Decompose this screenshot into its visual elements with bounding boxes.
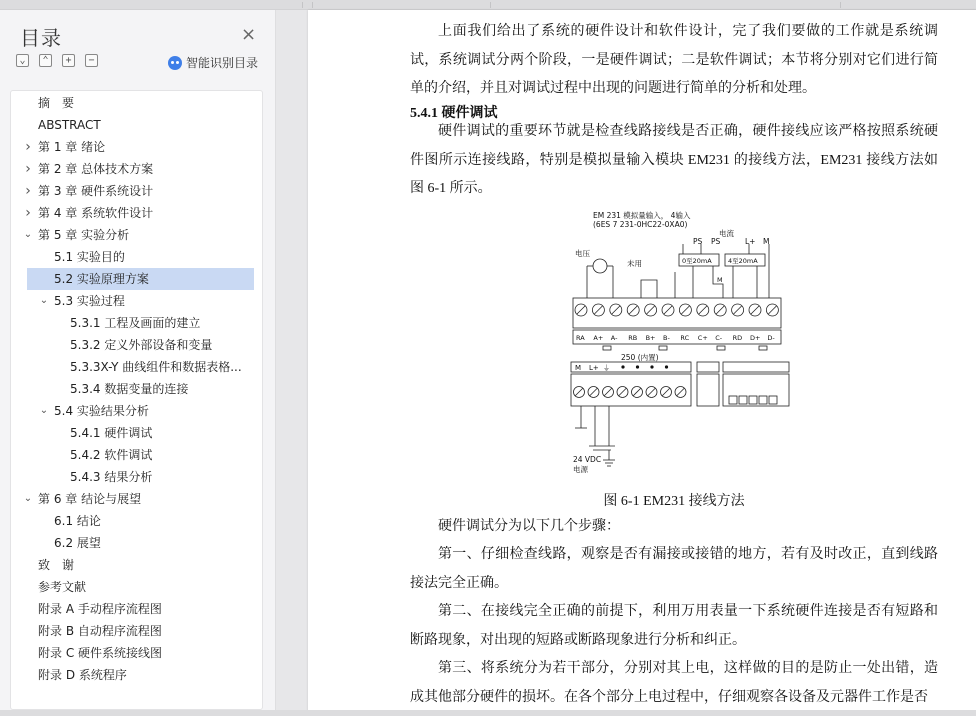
toc-item[interactable] [11, 620, 262, 642]
current-label: 电流 [719, 229, 734, 238]
toc-item-label: 5.4.2 软件调试 [70, 448, 153, 462]
collapse-all-icon[interactable]: ⌃ [39, 54, 52, 67]
terminal-label: C- [715, 334, 723, 342]
terminal-label: D- [767, 334, 775, 342]
toc-item[interactable] [11, 576, 262, 598]
toc-item-label: 第 3 章 硬件系统设计 [38, 184, 154, 198]
step-2-paragraph: 第二、在接线完全正确的前提下，利用万用表量一下系统硬件连接是否有短路和断路现象，对出现的短路或断路现象进行分析和纠正。 [410, 604, 938, 648]
toc-item[interactable] [11, 400, 262, 422]
toc-item-label: 摘 要 [38, 96, 75, 110]
toc-item[interactable] [11, 664, 262, 686]
terminal-label: B+ [645, 334, 656, 342]
steps-intro: 硬件调试分为以下几个步骤： [438, 519, 620, 534]
toc-item[interactable] [11, 356, 262, 378]
terminal-dot [665, 365, 668, 368]
toc-item[interactable] [11, 180, 262, 202]
toc-item-label: 第 4 章 系统软件设计 [38, 206, 154, 220]
chevron-right-icon[interactable]: › [25, 205, 31, 221]
toc-item-label: 5.4.3 结果分析 [70, 470, 153, 484]
toc-item[interactable] [11, 488, 262, 510]
terminal-label: C+ [697, 334, 708, 342]
wiring-diagram [563, 210, 799, 478]
terminal-dot [650, 365, 653, 368]
section-heading: 5.4.1 硬件调试 [410, 106, 498, 121]
paragraph-wiring: 硬件调试的重要环节就是检查线路接线是否正确，硬件接线应该严格按照系统硬件图所示连接线路，特别是模拟量输入模块 EM231 的接线方法，EM231 接线方法如图 6-1 所示。 [410, 124, 938, 196]
toc-list [10, 90, 263, 710]
chevron-down-icon[interactable]: ⌄ [39, 295, 49, 306]
expand-all-icon[interactable]: ⌄ [16, 54, 29, 67]
terminal-label: A- [610, 334, 618, 342]
unused-label: 未用 [627, 259, 642, 268]
range2-label: 4至20mA [728, 257, 758, 265]
bottom-terminal-label: ⏚ [603, 364, 610, 372]
vdc-label: 24 VDC [573, 455, 602, 464]
toc-item-label: 附录 B 自动程序流程图 [38, 624, 162, 638]
toc-item-label: 附录 D 系统程序 [38, 668, 127, 682]
chevron-down-icon[interactable]: ⌄ [23, 229, 33, 240]
internal-label: 250 (内置) [621, 353, 659, 362]
bottom-scrollbar[interactable] [0, 710, 976, 716]
chevron-down-icon[interactable]: ⌄ [39, 405, 49, 416]
source-label: 电源 [573, 465, 588, 474]
toc-item-label: 6.1 结论 [54, 514, 101, 528]
toc-item[interactable] [11, 554, 262, 576]
toc-item[interactable] [11, 532, 262, 554]
em231-wiring-figure [563, 210, 799, 478]
toc-item-label: 致 谢 [38, 558, 75, 572]
toc-item-label: 第 5 章 实验分析 [38, 228, 130, 242]
toc-item[interactable] [11, 312, 262, 334]
toc-item-label: 6.2 展望 [54, 536, 101, 550]
toc-item-label: 参考文献 [38, 580, 87, 594]
intro-paragraph: 上面我们给出了系统的硬件设计和软件设计，完了我们要做的工作就是系统调试，系统调试分两个阶段，一是硬件调试；二是软件调试；本节将分别对它们进行简单的介绍，并且对调试过程中出现的问题进行简单的分析和处理。 [410, 24, 938, 96]
terminal-dot [636, 365, 639, 368]
m-top-label: M [763, 237, 770, 246]
toc-item[interactable] [11, 136, 262, 158]
toc-item[interactable] [11, 444, 262, 466]
ai-robot-icon [168, 56, 182, 70]
toc-toolbar [16, 54, 98, 67]
figure-caption: 图 6-1 EM231 接线方法 [603, 494, 745, 509]
toc-item-label: 5.3 实验过程 [54, 294, 125, 308]
module-title-1: EM 231 模拟量输入， 4输入 [593, 211, 691, 220]
toc-item[interactable] [11, 224, 262, 246]
voltage-label: 电压 [575, 249, 590, 258]
toc-item-label: 5.3.4 数据变量的连接 [70, 382, 189, 396]
document-page [308, 10, 976, 716]
toc-item-label: 附录 A 手动程序流程图 [38, 602, 162, 616]
add-heading-icon[interactable]: + [62, 54, 75, 67]
terminal-label: A+ [593, 334, 604, 342]
toc-item[interactable] [11, 422, 262, 444]
toc-item[interactable] [11, 510, 262, 532]
bottom-terminal-label: M [575, 364, 582, 372]
lplus-label: L+ [745, 237, 756, 246]
smart-toc-button[interactable] [168, 54, 258, 71]
toc-item[interactable] [11, 202, 262, 224]
toc-item[interactable] [11, 598, 262, 620]
terminal-label: RD [732, 334, 743, 342]
toc-panel [0, 10, 276, 716]
toc-item-label: 5.3.2 定义外部设备和变量 [70, 338, 213, 352]
chevron-right-icon[interactable]: › [25, 161, 31, 177]
step-3-paragraph: 第三、将系统分为若干部分，分别对其上电，这样做的目的是防止一处出错，造成其他部分硬件的损坏。在各个部分上电过程中，仔细观察各设备及元器件工作是否 [410, 661, 938, 705]
toc-item-label: 5.3.3X-Y 曲线组件和数据表格... [70, 360, 242, 374]
toc-item-label: 第 6 章 结论与展望 [38, 492, 142, 506]
toc-title: 目录 [20, 26, 62, 50]
toc-item[interactable] [11, 290, 262, 312]
toc-item[interactable] [11, 466, 262, 488]
toc-item[interactable] [11, 114, 262, 136]
ps1-label: PS [693, 237, 703, 246]
toc-item[interactable] [11, 158, 262, 180]
bottom-terminal-label: L+ [589, 364, 599, 372]
terminal-label: RA [576, 334, 585, 342]
toc-item[interactable] [11, 642, 262, 664]
terminal-block-bottom [571, 374, 691, 406]
toc-item-label: 5.4 实验结果分析 [54, 404, 149, 418]
toc-item-label: 5.4.1 硬件调试 [70, 426, 153, 440]
toc-item[interactable] [11, 246, 262, 268]
toc-item-label: 附录 C 硬件系统接线图 [38, 646, 163, 660]
toc-item-label: ABSTRACT [38, 118, 101, 132]
step-1-paragraph: 第一、仔细检查线路，观察是否有漏接或接错的地方，若有及时改正，直到线路接法完全正确。 [410, 547, 938, 591]
terminal-label: B- [663, 334, 670, 342]
smart-toc-label: 智能识别目录 [186, 56, 259, 70]
terminal-dot [621, 365, 624, 368]
chevron-right-icon[interactable]: › [25, 183, 31, 199]
m-mid-label: M [717, 276, 723, 284]
toc-item[interactable] [11, 92, 262, 114]
remove-heading-icon[interactable]: − [85, 54, 98, 67]
ps2-label: PS [711, 237, 721, 246]
chevron-right-icon[interactable]: › [25, 139, 31, 155]
toc-item-label: 5.2 实验原理方案 [54, 272, 149, 286]
toc-item-label: 5.3.1 工程及画面的建立 [70, 316, 201, 330]
toc-item[interactable] [11, 334, 262, 356]
terminal-label: RC [680, 334, 690, 342]
range1-label: 0至20mA [682, 257, 712, 265]
module-title-2: (6ES 7 231-0HC22-0XA0) [593, 220, 688, 229]
toc-item[interactable] [11, 378, 262, 400]
toc-item-label: 第 1 章 绪论 [38, 140, 106, 154]
terminal-label: RB [628, 334, 638, 342]
top-ruler [0, 0, 976, 10]
toc-item[interactable] [27, 268, 254, 290]
toc-item-label: 5.1 实验目的 [54, 250, 125, 264]
close-icon[interactable]: × [241, 24, 257, 45]
toc-item-label: 第 2 章 总体技术方案 [38, 162, 154, 176]
chevron-down-icon[interactable]: ⌄ [23, 493, 33, 504]
terminal-label: D+ [750, 334, 761, 342]
